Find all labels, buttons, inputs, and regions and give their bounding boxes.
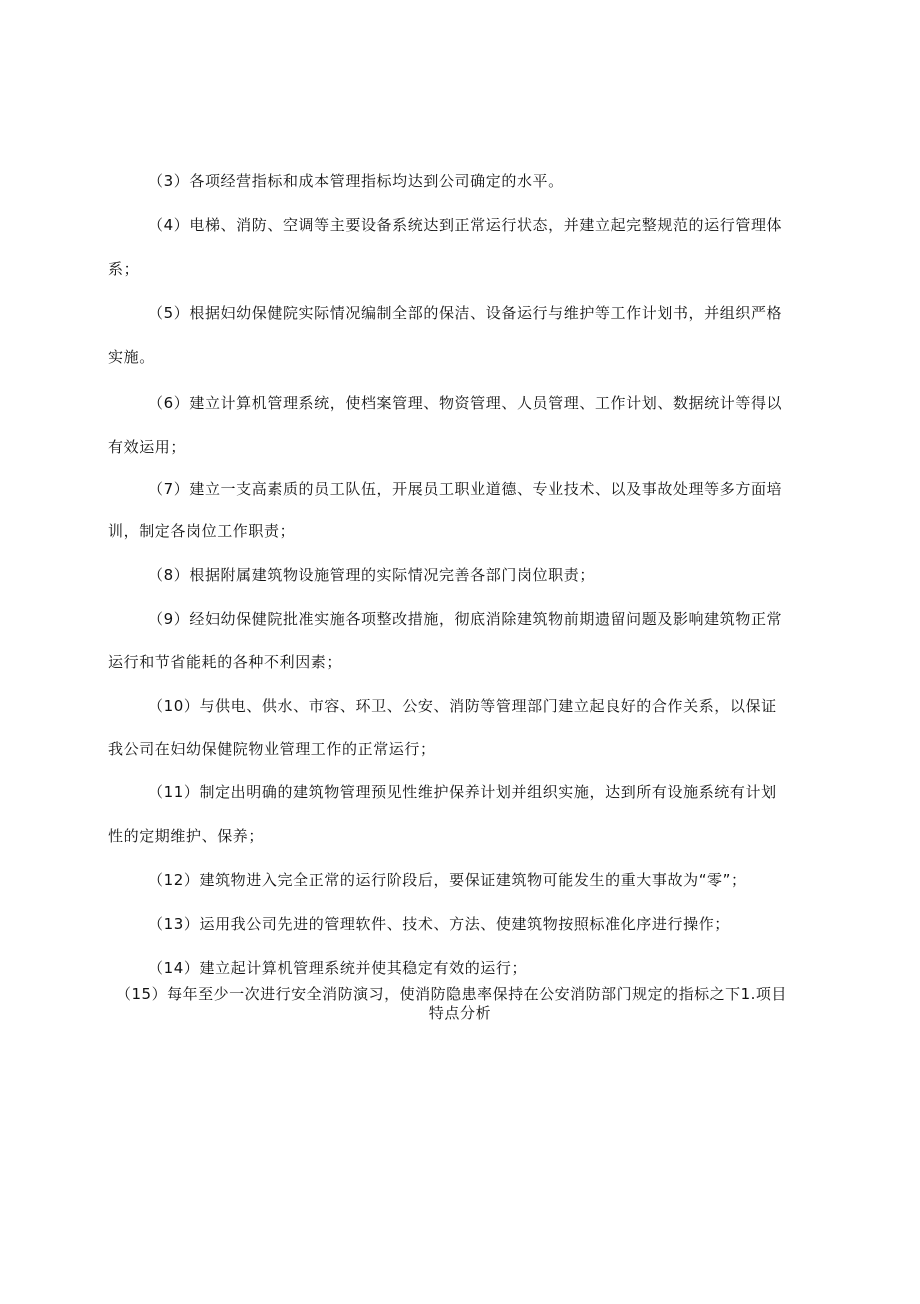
item-4-line-2: 系；	[108, 260, 140, 278]
item-7-line-1: （7）建立一支高素质的员工队伍，开展员工职业道德、专业技术、以及事故处理等多方面培	[148, 480, 783, 498]
item-9-line-1: （9）经妇幼保健院批准实施各项整改措施，彻底消除建筑物前期遗留问题及影响建筑物正常	[148, 610, 783, 628]
item-15-line-1: （15）每年至少一次进行安全消防演习，使消防隐患率保持在公安消防部门规定的指标之下1.项目	[116, 985, 787, 1003]
item-11-line-2: 性的定期维护、保养；	[108, 827, 265, 845]
item-10-line-2: 我公司在妇幼保健院物业管理工作的正常运行；	[108, 740, 436, 758]
item-6-line-2: 有效运用；	[108, 438, 187, 456]
item-5-line-2: 实施。	[108, 348, 155, 366]
item-3-line-1: （3）各项经营指标和成本管理指标均达到公司确定的水平。	[148, 172, 564, 190]
item-13-line-1: （13）运用我公司先进的管理软件、技术、方法、使建筑物按照标准化序进行操作；	[148, 915, 730, 933]
item-5-line-1: （5）根据妇幼保健院实际情况编制全部的保洁、设备运行与维护等工作计划书，并组织严格	[148, 304, 783, 322]
item-4-line-1: （4）电梯、消防、空调等主要设备系统达到正常运行状态，并建立起完整规范的运行管理体	[148, 216, 783, 234]
item-7-line-2: 训，制定各岗位工作职责；	[108, 522, 296, 540]
item-15-line-2: 特点分析	[428, 1004, 492, 1022]
item-10-line-1: （10）与供电、供水、市容、环卫、公安、消防等管理部门建立起良好的合作关系，以保证	[148, 697, 777, 715]
item-6-line-1: （6）建立计算机管理系统，使档案管理、物资管理、人员管理、工作计划、数据统计等得以	[148, 394, 783, 412]
item-8-line-1: （8）根据附属建筑物设施管理的实际情况完善各部门岗位职责；	[148, 566, 595, 584]
item-14-line-1: （14）建立起计算机管理系统并使其稳定有效的运行；	[148, 959, 528, 977]
item-12-line-1: （12）建筑物进入完全正常的运行阶段后，要保证建筑物可能发生的重大事故为“零”；	[148, 871, 747, 889]
item-11-line-1: （11）制定出明确的建筑物管理预见性维护保养计划并组织实施，达到所有设施系统有计划	[148, 783, 777, 801]
item-9-line-2: 运行和节省能耗的各种不利因素；	[108, 653, 343, 671]
